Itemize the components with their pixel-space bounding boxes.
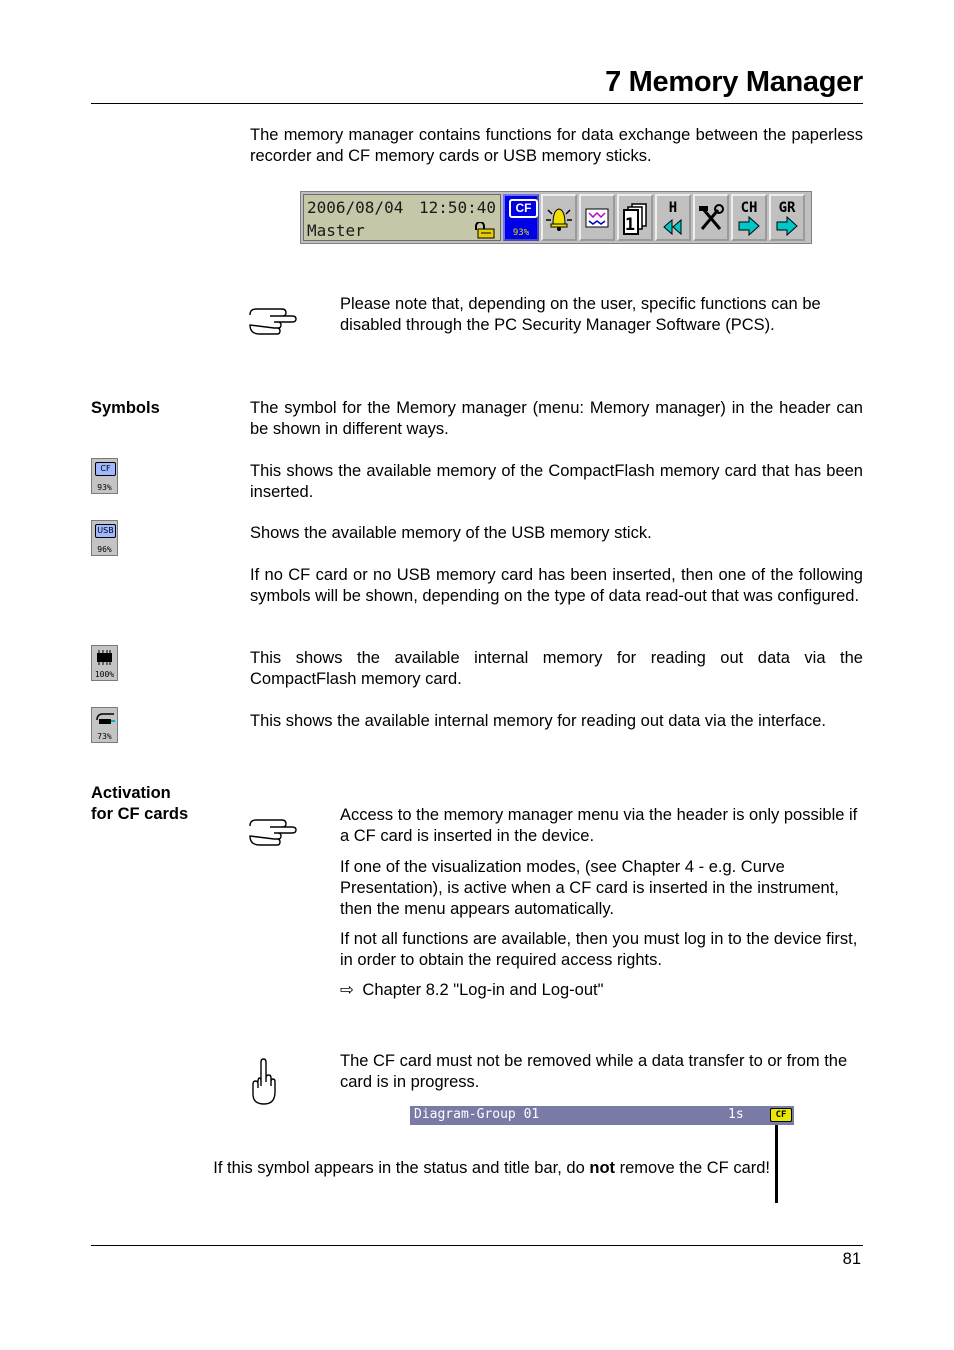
recording-interval: 1s [728, 1107, 744, 1122]
callout-text [213, 1158, 770, 1179]
diagram-group-title-bar [410, 1106, 794, 1125]
status-time: 12:50:40 [418, 198, 496, 217]
callout-text-bold: not [589, 1159, 616, 1177]
right-arrow-icon [771, 196, 803, 239]
cf-card-icon: CF [509, 199, 538, 218]
symbols-heading: Symbols [91, 399, 160, 417]
activation-paragraph-2: If one of the visualization modes, (see Chapter 4 - e.g. Curve Presentation), is active when a CF card is inserted in the instrument, then the menu appears automatically. [340, 858, 839, 918]
interface-cable-icon [94, 711, 116, 728]
rewind-arrows-icon [657, 196, 689, 239]
intro-paragraph: The memory manager contains functions for data exchange between the paperless recorder and CF memory cards or USB memory sticks. [250, 126, 863, 165]
reference-arrow-icon: ⇨ [340, 981, 354, 999]
cf-transfer-icon: CF [770, 1108, 792, 1122]
pages-label: 1 [624, 215, 636, 235]
alarm-bell-icon [543, 196, 575, 239]
interface-percent: 73% [97, 732, 112, 741]
usb-memory-symbol [91, 520, 118, 556]
pages-button[interactable] [617, 194, 653, 241]
status-date: 2006/08/04 [307, 198, 404, 217]
interface-memory-symbol [91, 707, 118, 743]
activation-paragraph-3: If not all functions are available, then you must log in to the device first, in order to obtain the required access rights. [340, 930, 858, 969]
pointing-hand-icon [248, 816, 298, 848]
diagram-group-name: Diagram-Group 01 [414, 1107, 540, 1122]
interface-description: This shows the available internal memory for reading out data via the interface. [250, 712, 826, 730]
security-note: Please note that, depending on the user, specific functions can be disabled through the PC Security Manager Software (PCS). [340, 295, 821, 334]
cf-free-percent: 93% [512, 228, 530, 238]
memory-manager-button[interactable] [503, 194, 539, 241]
usb-symbol-description: Shows the available memory of the USB memory stick. [250, 524, 652, 542]
chapter-reference[interactable] [340, 980, 863, 1001]
raised-finger-hand-icon [250, 1058, 276, 1106]
pointing-hand-icon [248, 305, 298, 337]
internal-cf-description: This shows the available internal memory for reading out data via the CompactFlash memory card. [250, 649, 863, 688]
history-button[interactable] [655, 194, 691, 241]
status-panel [303, 194, 501, 241]
activation-paragraph-1: Access to the memory manager menu via the header is only possible if a CF card is inserted in the device. [340, 806, 858, 845]
page-number: 81 [842, 1250, 861, 1268]
reference-link-text[interactable]: Chapter 8.2 "Log-in and Log-out" [362, 981, 604, 999]
warning-text: The CF card must not be removed while a data transfer to or from the card is in progress. [340, 1052, 848, 1091]
channel-label: CH [740, 200, 758, 216]
callout-line [775, 1125, 778, 1203]
activation-heading-line2: for CF cards [91, 805, 189, 823]
status-user: Master [307, 221, 365, 240]
cf-memory-symbol [91, 458, 118, 494]
memory-chip-icon [95, 649, 114, 666]
activation-heading [91, 783, 188, 825]
chapter-title: 7 Memory Manager [605, 66, 863, 98]
symbols-intro: The symbol for the Memory manager (menu: Memory manager) in the header can be shown in different ways. [250, 399, 863, 438]
no-card-paragraph: If no CF card or no USB memory card has been inserted, then one of the following symbols will be shown, depending on the type of data read-out that was configured. [250, 566, 863, 605]
internal-cf-percent: 100% [94, 670, 115, 679]
usb-stick-icon: USB [95, 524, 116, 538]
tools-icon [695, 196, 727, 239]
activation-heading-line1: Activation [91, 784, 171, 802]
internal-cf-memory-symbol [91, 645, 118, 681]
channel-button[interactable] [731, 194, 767, 241]
alarm-button[interactable] [541, 194, 577, 241]
history-label: H [668, 200, 678, 216]
group-button[interactable] [769, 194, 805, 241]
cf-symbol-percent: 93% [97, 483, 112, 492]
cf-card-icon: CF [95, 462, 116, 476]
unlocked-padlock-icon [474, 222, 496, 239]
footer-rule [91, 1245, 863, 1246]
right-arrow-icon [733, 196, 765, 239]
callout-text-after: remove the CF card! [619, 1159, 770, 1177]
configuration-button[interactable] [693, 194, 729, 241]
recorder-header-toolbar [300, 191, 812, 244]
cf-symbol-description: This shows the available memory of the CompactFlash memory card that has been inserted. [250, 462, 863, 501]
group-label: GR [778, 200, 796, 216]
header-rule [91, 103, 863, 104]
usb-symbol-percent: 96% [97, 545, 112, 554]
callout-text-before: If this symbol appears in the status and title bar, do [213, 1159, 585, 1177]
